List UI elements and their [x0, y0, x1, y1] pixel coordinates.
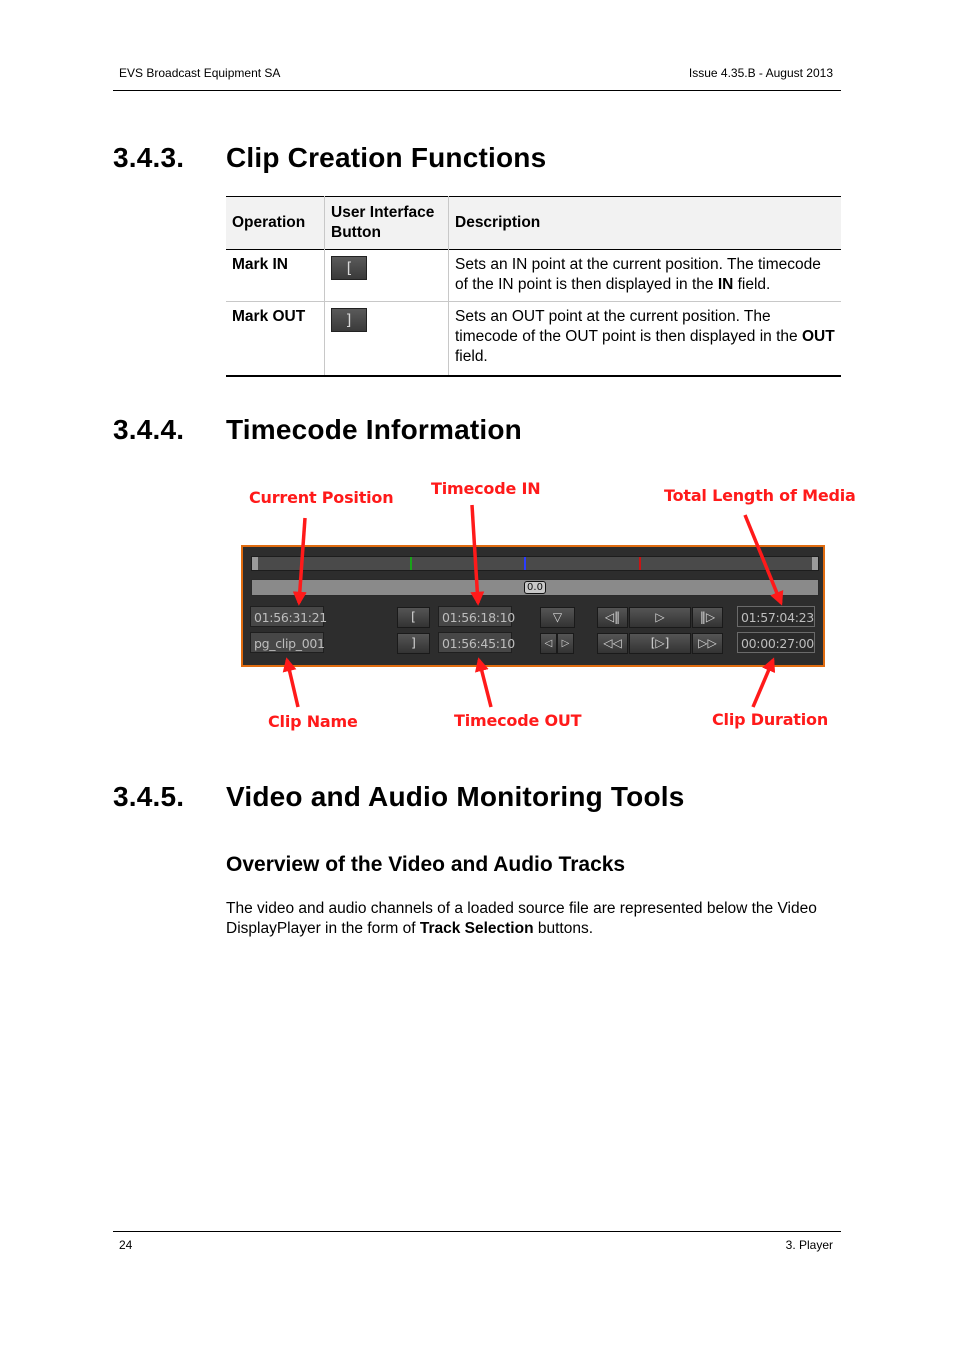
section-title: Video and Audio Monitoring Tools	[226, 781, 685, 812]
play-icon[interactable]: ▷	[629, 607, 691, 628]
section-heading-monitoring	[113, 781, 853, 817]
annotation-clip-name: Clip Name	[268, 712, 358, 731]
position-marker[interactable]	[524, 557, 526, 570]
body-paragraph: The video and audio channels of a loaded source file are represented below the Video DisplayPlayer in the form of Track Selection buttons.	[226, 900, 817, 937]
footer-page-number: 24	[119, 1238, 133, 1252]
col-operation: Operation	[226, 197, 325, 250]
section-number: 3.4.4.	[113, 414, 185, 445]
mark-out-button[interactable]: ]	[397, 633, 430, 654]
total-length-field: 01:57:04:23	[737, 606, 815, 627]
description-cell: Sets an OUT point at the current position. The timecode of the OUT point is then displayed in the OUT field.	[455, 308, 835, 365]
header-rule	[113, 90, 841, 91]
section-heading-timecode	[113, 414, 853, 450]
button-cell	[325, 250, 449, 302]
mark-out-button: ]	[331, 308, 367, 332]
table-row	[226, 302, 841, 376]
section-number: 3.4.5.	[113, 781, 185, 812]
clip-creation-table	[226, 196, 841, 377]
mark-in-button: [	[331, 256, 367, 280]
previous-frame-icon[interactable]: ◁‖	[597, 607, 628, 628]
col-ui-button: User Interface Button	[325, 197, 449, 250]
annotation-total-length: Total Length of Media	[664, 486, 856, 505]
next-frame-icon[interactable]: ‖▷	[692, 607, 723, 628]
section-number: 3.4.3.	[113, 142, 185, 173]
subheading-overview: Overview of the Video and Audio Tracks	[226, 853, 626, 876]
description-cell: Sets an IN point at the current position. The timecode of the IN point is then displayed in the IN field.	[455, 256, 821, 293]
fast-forward-icon[interactable]: ▷▷	[692, 633, 723, 654]
annotation-clip-duration: Clip Duration	[712, 710, 829, 729]
header-issue: Issue 4.35.B - August 2013	[688, 66, 833, 80]
jog-value: 0.0	[524, 581, 546, 594]
arrow-clip-name	[287, 660, 298, 707]
annotation-timecode-in: Timecode IN	[431, 479, 541, 498]
mark-in-button[interactable]: [	[397, 607, 430, 628]
player-control-panel	[241, 545, 825, 667]
table-header-row	[226, 197, 841, 250]
footer-chapter: 3. Player	[785, 1238, 833, 1252]
out-marker	[639, 557, 641, 570]
col-description: Description	[455, 214, 541, 231]
table-row	[226, 250, 841, 302]
section-title: Timecode Information	[226, 414, 522, 445]
current-position-field: 01:56:31:21	[250, 606, 324, 627]
timecode-in-field[interactable]: 01:56:18:10	[438, 606, 512, 627]
timeline-track[interactable]	[251, 556, 819, 571]
jog-bar[interactable]	[251, 579, 819, 596]
in-marker	[410, 557, 412, 570]
operation-cell: Mark IN	[226, 250, 325, 302]
step-back-icon[interactable]: ◁	[540, 633, 557, 654]
annotation-timecode-out: Timecode OUT	[454, 711, 582, 730]
timecode-out-field[interactable]: 01:56:45:10	[438, 632, 512, 653]
section-title: Clip Creation Functions	[226, 142, 547, 173]
play-clip-icon[interactable]: [▷]	[629, 633, 691, 654]
step-forward-icon[interactable]: ▷	[557, 633, 574, 654]
annotation-current-position: Current Position	[249, 488, 394, 507]
rewind-icon[interactable]: ◁◁	[597, 633, 628, 654]
footer-rule	[113, 1231, 841, 1232]
section-heading-clip-creation	[113, 142, 853, 178]
clip-name-field[interactable]: pg_clip_001	[250, 632, 324, 653]
arrow-clip-duration	[753, 660, 773, 707]
operation-cell: Mark OUT	[226, 302, 325, 376]
header-company: EVS Broadcast Equipment SA	[119, 66, 281, 80]
timeline-end-cap	[812, 557, 818, 570]
arrow-timecode-out	[479, 660, 491, 707]
clip-duration-field: 00:00:27:00	[737, 632, 815, 653]
dropdown-triangle-icon[interactable]: ▽	[540, 607, 575, 628]
timeline-start-cap	[252, 557, 258, 570]
button-cell	[325, 302, 449, 376]
